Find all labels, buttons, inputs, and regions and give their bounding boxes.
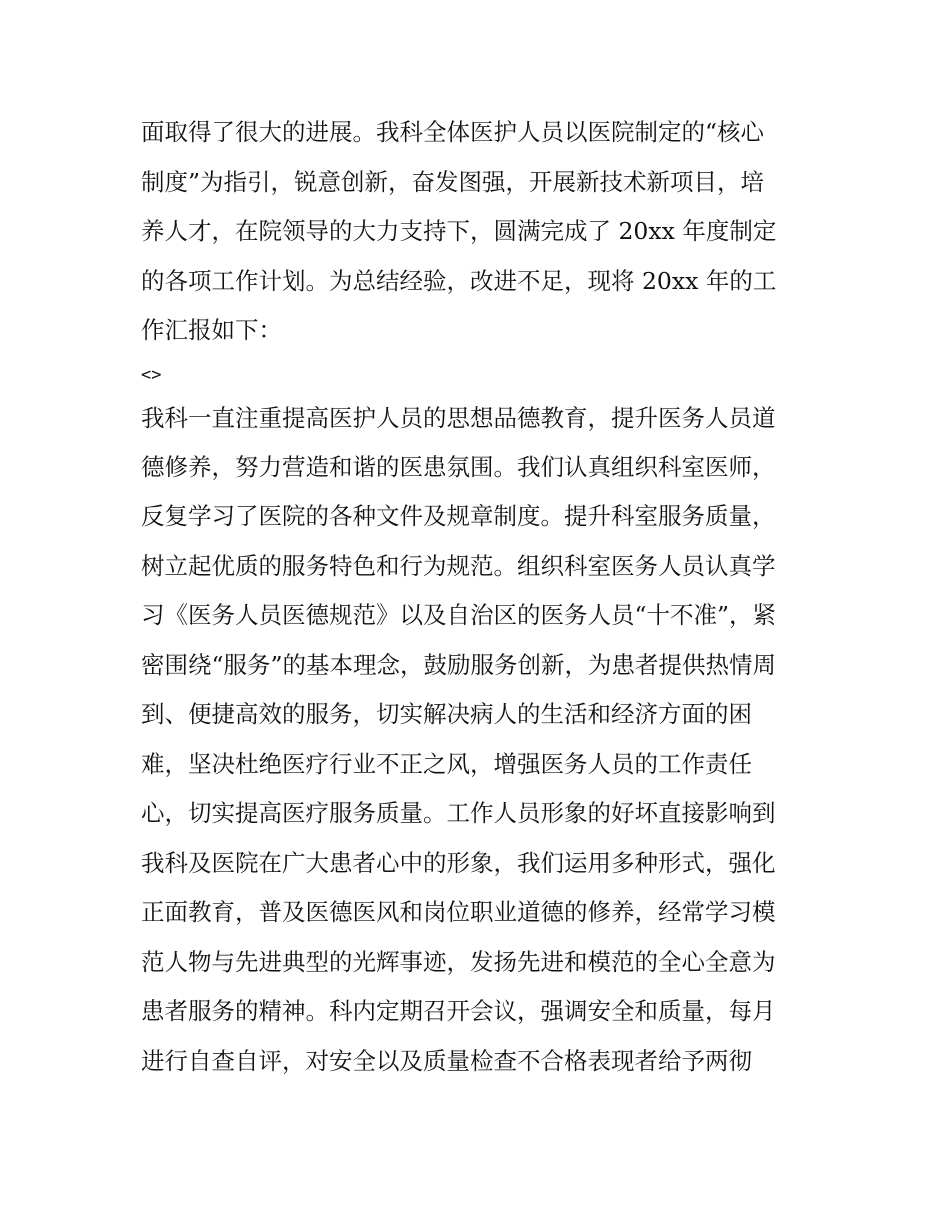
text-line: 养人才，在院领导的大力支持下，圆满完成了 20xx 年度制定 [141, 217, 777, 245]
text-line: 心，切实提高医疗服务质量。工作人员形象的好坏直接影响到 [141, 799, 776, 827]
text-line: 反复学习了医院的各种文件及规章制度。提升科室服务质量， [141, 502, 776, 530]
text-line: 进行自查自评，对安全以及质量检查不合格表现者给予两彻 [141, 1046, 752, 1075]
text-line: 习《医务人员医德规范》以及自治区的医务人员“十不准”，紧 [141, 601, 777, 629]
section-marker: <> [141, 364, 162, 385]
text-line: 树立起优质的服务特色和行为规范。组织科室医务人员认真学 [141, 551, 776, 580]
text-line: 我科一直注重提高医护人员的思想品德教育，提升医务人员道 [141, 403, 776, 432]
text-line: 到、便捷高效的服务，切实解决病人的生活和经济方面的困 [141, 700, 752, 728]
text-line: 我科及医院在广大患者心中的形象，我们运用多种形式，强化 [141, 848, 776, 877]
text-line: 面取得了很大的进展。我科全体医护人员以医院制定的“核心 [141, 118, 765, 146]
text-line: 作汇报如下： [141, 316, 282, 344]
text-line: 范人物与先进典型的光辉事迹，发扬先进和模范的全心全意为 [141, 947, 776, 976]
text-line: 患者服务的精神。科内定期召开会议，强调安全和质量，每月 [141, 997, 776, 1025]
text-line: 的各项工作计划。为总结经验，改进不足，现将 20xx 年的工 [141, 266, 777, 295]
text-line: 密围绕“服务”的基本理念，鼓励服务创新，为患者提供热情周 [141, 650, 777, 679]
text-line: 制度”为指引，锐意创新，奋发图强，开展新技术新项目，培 [141, 167, 765, 196]
text-line: 德修养，努力营造和谐的医患氛围。我们认真组织科室医师， [141, 452, 776, 481]
text-line: 难，坚决杜绝医疗行业不正之风，增强医务人员的工作责任 [141, 749, 752, 778]
text-line: 正面教育，普及医德医风和岗位职业道德的修养，经常学习模 [141, 898, 776, 926]
document-text [141, 108, 821, 1086]
